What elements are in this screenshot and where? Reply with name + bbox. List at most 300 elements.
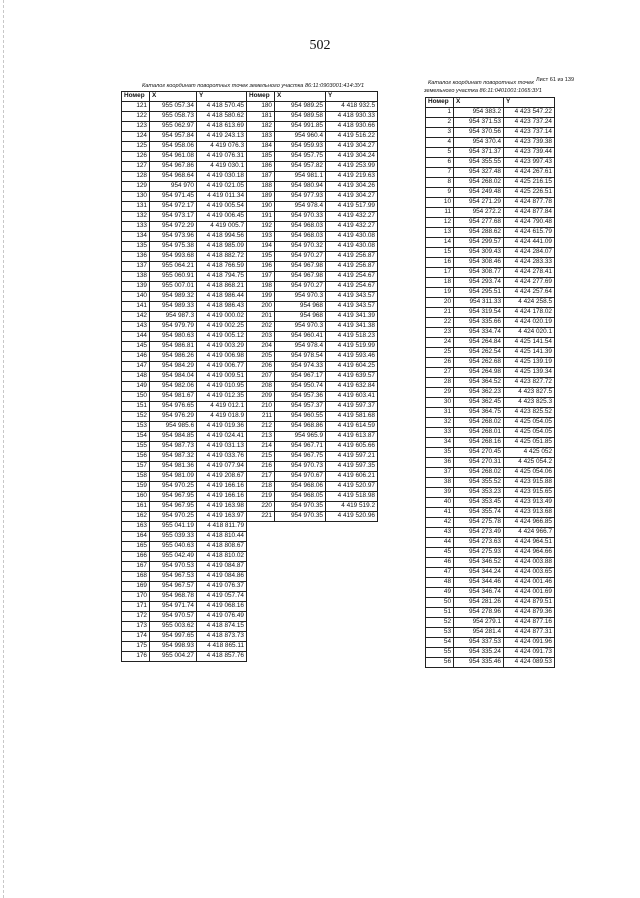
- x-coordinate: 954 989.32: [150, 292, 197, 302]
- x-coordinate: 954 982.06: [150, 382, 197, 392]
- y-coordinate: 4 423 825.52: [504, 408, 555, 418]
- x-coordinate: 954 976.29: [150, 412, 197, 422]
- table-row: [122, 612, 378, 622]
- x-coordinate: 954 989.33: [150, 302, 197, 312]
- y-coordinate: 4 424 257.64: [504, 288, 555, 298]
- y-coordinate: 4 419 243.13: [197, 132, 247, 142]
- y-coordinate: 4 419 166.16: [197, 492, 247, 502]
- table-row: [122, 402, 378, 412]
- x-coordinate: 954 960.55: [275, 412, 326, 422]
- x-coordinate: 954 967.98: [275, 272, 326, 282]
- point-number: 139: [122, 282, 150, 292]
- x-coordinate: 954 967.53: [150, 572, 197, 582]
- y-coordinate: 4 419 030.18: [197, 172, 247, 182]
- y-coordinate: 4 425 054.2: [504, 458, 555, 468]
- left-table-caption: Каталог координат поворотных точек земельного участка 86:11:0903001:414:ЗУ1: [142, 83, 365, 89]
- point-number: 12: [426, 218, 454, 228]
- table-row: [426, 448, 555, 458]
- x-coordinate: 954 295.51: [454, 288, 504, 298]
- x-coordinate: 954 960.41: [275, 332, 326, 342]
- empty-cell: [247, 522, 275, 532]
- y-coordinate: 4 419 517.99: [326, 202, 378, 212]
- table-row: [426, 158, 555, 168]
- x-coordinate: 954 268.02: [454, 418, 504, 428]
- x-coordinate: 954 968: [275, 302, 326, 312]
- empty-cell: [275, 602, 326, 612]
- table-row: [426, 268, 555, 278]
- empty-cell: [326, 542, 378, 552]
- y-coordinate: 4 419 518.98: [326, 492, 378, 502]
- empty-cell: [275, 542, 326, 552]
- point-number: 155: [122, 442, 150, 452]
- point-number: 129: [122, 182, 150, 192]
- x-coordinate: 954 967.95: [150, 502, 197, 512]
- x-coordinate: 954 275.93: [454, 548, 504, 558]
- x-coordinate: 954 309.43: [454, 248, 504, 258]
- empty-cell: [247, 612, 275, 622]
- point-number: 134: [122, 232, 150, 242]
- table-row: [122, 252, 378, 262]
- x-coordinate: 955 042.49: [150, 552, 197, 562]
- point-number: 152: [122, 412, 150, 422]
- table-row: [426, 628, 555, 638]
- y-coordinate: 4 419 254.67: [326, 272, 378, 282]
- table-row: [426, 328, 555, 338]
- point-number: 23: [426, 328, 454, 338]
- table-row: [426, 648, 555, 658]
- y-coordinate: 4 419 304.27: [326, 192, 378, 202]
- empty-cell: [247, 532, 275, 542]
- y-coordinate: 4 419 076.3: [197, 142, 247, 152]
- table-row: [426, 368, 555, 378]
- y-coordinate: 4 418 613.69: [197, 122, 247, 132]
- x-coordinate: 955 003.62: [150, 622, 197, 632]
- point-number: 188: [247, 182, 275, 192]
- table-row: [426, 398, 555, 408]
- y-coordinate: 4 423 737.14: [504, 128, 555, 138]
- y-coordinate: 4 423 997.43: [504, 158, 555, 168]
- point-number: 193: [247, 232, 275, 242]
- point-number: 161: [122, 502, 150, 512]
- y-coordinate: 4 419 019.36: [197, 422, 247, 432]
- empty-cell: [326, 562, 378, 572]
- table-row: [122, 212, 378, 222]
- y-coordinate: 4 424 283.33: [504, 258, 555, 268]
- y-coordinate: 4 425 216.15: [504, 178, 555, 188]
- point-number: 207: [247, 372, 275, 382]
- y-coordinate: 4 419 057.74: [197, 592, 247, 602]
- point-number: 6: [426, 158, 454, 168]
- table-row: [122, 442, 378, 452]
- point-number: 162: [122, 512, 150, 522]
- point-number: 140: [122, 292, 150, 302]
- y-coordinate: 4 419 343.57: [326, 292, 378, 302]
- x-coordinate: 954 967.86: [150, 162, 197, 172]
- point-number: 203: [247, 332, 275, 342]
- y-coordinate: 4 424 877.78: [504, 198, 555, 208]
- table-row: [122, 222, 378, 232]
- y-coordinate: 4 418 857.76: [197, 652, 247, 662]
- x-coordinate: 954 344.24: [454, 568, 504, 578]
- y-coordinate: 4 424 877.16: [504, 618, 555, 628]
- empty-cell: [326, 652, 378, 662]
- x-coordinate: 954 262.54: [454, 348, 504, 358]
- point-number: 45: [426, 548, 454, 558]
- empty-cell: [247, 602, 275, 612]
- x-coordinate: 954 308.46: [454, 258, 504, 268]
- table-row: [122, 562, 378, 572]
- table-row: [426, 138, 555, 148]
- x-coordinate: 954 371.37: [454, 148, 504, 158]
- empty-cell: [275, 632, 326, 642]
- y-coordinate: 4 419 012.1: [197, 402, 247, 412]
- y-coordinate: 4 419 581.68: [326, 412, 378, 422]
- x-coordinate: 954 370.4: [454, 138, 504, 148]
- y-coordinate: 4 423 913.49: [504, 498, 555, 508]
- y-coordinate: 4 419 005.54: [197, 202, 247, 212]
- table-row: [426, 638, 555, 648]
- table-row: [426, 408, 555, 418]
- point-number: 138: [122, 272, 150, 282]
- table-row: [122, 142, 378, 152]
- y-coordinate: 4 423 827.72: [504, 378, 555, 388]
- x-coordinate: 954 981.67: [150, 392, 197, 402]
- point-number: 168: [122, 572, 150, 582]
- x-coordinate: 955 039.33: [150, 532, 197, 542]
- y-coordinate: 4 419 256.87: [326, 262, 378, 272]
- col-header-y: Y: [197, 92, 247, 102]
- point-number: 49: [426, 588, 454, 598]
- y-coordinate: 4 419 254.67: [326, 282, 378, 292]
- x-coordinate: 954 984.04: [150, 372, 197, 382]
- y-coordinate: 4 419 000.02: [197, 312, 247, 322]
- y-coordinate: 4 424 790.48: [504, 218, 555, 228]
- point-number: 26: [426, 358, 454, 368]
- table-row: [122, 532, 378, 542]
- point-number: 10: [426, 198, 454, 208]
- x-coordinate: 954 970.67: [275, 472, 326, 482]
- y-coordinate: 4 425 139.34: [504, 368, 555, 378]
- point-number: 56: [426, 658, 454, 668]
- table-row: [122, 642, 378, 652]
- point-number: 166: [122, 552, 150, 562]
- y-coordinate: 4 419 163.98: [197, 502, 247, 512]
- y-coordinate: 4 425 139.19: [504, 358, 555, 368]
- y-coordinate: 4 418 810.44: [197, 532, 247, 542]
- x-coordinate: 954 997.65: [150, 632, 197, 642]
- table-row: [122, 122, 378, 132]
- y-coordinate: 4 418 865.11: [197, 642, 247, 652]
- point-number: 165: [122, 542, 150, 552]
- table-row: [426, 528, 555, 538]
- table-row: [122, 652, 378, 662]
- empty-cell: [275, 622, 326, 632]
- x-coordinate: 954 967.17: [275, 372, 326, 382]
- x-coordinate: 954 249.48: [454, 188, 504, 198]
- x-coordinate: 954 976.65: [150, 402, 197, 412]
- y-coordinate: 4 419 006.45: [197, 212, 247, 222]
- empty-cell: [247, 642, 275, 652]
- x-coordinate: 954 980.63: [150, 332, 197, 342]
- x-coordinate: 954 335.46: [454, 658, 504, 668]
- empty-cell: [275, 582, 326, 592]
- empty-cell: [247, 652, 275, 662]
- table-row: [426, 288, 555, 298]
- point-number: 54: [426, 638, 454, 648]
- x-coordinate: 955 057.34: [150, 102, 197, 112]
- x-coordinate: 954 281.26: [454, 598, 504, 608]
- x-coordinate: 954 967.75: [275, 452, 326, 462]
- y-coordinate: 4 419 253.99: [326, 162, 378, 172]
- point-number: 25: [426, 348, 454, 358]
- y-coordinate: 4 423 739.38: [504, 138, 555, 148]
- y-coordinate: 4 424 258.5: [504, 298, 555, 308]
- y-coordinate: 4 419 163.97: [197, 512, 247, 522]
- point-number: 187: [247, 172, 275, 182]
- point-number: 205: [247, 352, 275, 362]
- x-coordinate: 954 978.4: [275, 342, 326, 352]
- point-number: 202: [247, 322, 275, 332]
- x-coordinate: 954 970.57: [150, 612, 197, 622]
- x-coordinate: 954 970.73: [275, 462, 326, 472]
- point-number: 173: [122, 622, 150, 632]
- point-number: 21: [426, 308, 454, 318]
- x-coordinate: 954 967.95: [150, 492, 197, 502]
- empty-cell: [247, 572, 275, 582]
- point-number: 183: [247, 132, 275, 142]
- point-number: 51: [426, 608, 454, 618]
- table-row: [122, 472, 378, 482]
- y-coordinate: 4 419 606.21: [326, 472, 378, 482]
- y-coordinate: 4 419 519.99: [326, 342, 378, 352]
- table-row: [122, 392, 378, 402]
- x-coordinate: 954 278.96: [454, 608, 504, 618]
- y-coordinate: 4 419 597.35: [326, 462, 378, 472]
- point-number: 20: [426, 298, 454, 308]
- point-number: 192: [247, 222, 275, 232]
- x-coordinate: 954 364.75: [454, 408, 504, 418]
- table-row: [426, 618, 555, 628]
- table-row: [122, 452, 378, 462]
- x-coordinate: 954 262.68: [454, 358, 504, 368]
- y-coordinate: 4 419 030.1: [197, 162, 247, 172]
- point-number: 184: [247, 142, 275, 152]
- y-coordinate: 4 419 219.63: [326, 172, 378, 182]
- y-coordinate: 4 418 930.33: [326, 112, 378, 122]
- x-coordinate: 954 981.36: [150, 462, 197, 472]
- x-coordinate: 954 973.17: [150, 212, 197, 222]
- y-coordinate: 4 419 011.34: [197, 192, 247, 202]
- point-number: 182: [247, 122, 275, 132]
- table-row: [426, 278, 555, 288]
- y-coordinate: 4 419 005.12: [197, 332, 247, 342]
- x-coordinate: 954 268.02: [454, 468, 504, 478]
- x-coordinate: 954 371.53: [454, 118, 504, 128]
- table-row: [426, 548, 555, 558]
- empty-cell: [275, 532, 326, 542]
- y-coordinate: 4 418 766.59: [197, 262, 247, 272]
- point-number: 186: [247, 162, 275, 172]
- y-coordinate: 4 419 430.08: [326, 232, 378, 242]
- point-number: 219: [247, 492, 275, 502]
- y-coordinate: 4 419 076.37: [197, 582, 247, 592]
- point-number: 37: [426, 468, 454, 478]
- x-coordinate: 954 293.74: [454, 278, 504, 288]
- x-coordinate: 954 970: [150, 182, 197, 192]
- x-coordinate: 954 950.74: [275, 382, 326, 392]
- point-number: 171: [122, 602, 150, 612]
- point-number: 221: [247, 512, 275, 522]
- point-number: 151: [122, 402, 150, 412]
- point-number: 190: [247, 202, 275, 212]
- x-coordinate: 954 989.58: [275, 112, 326, 122]
- point-number: 142: [122, 312, 150, 322]
- y-coordinate: 4 419 084.86: [197, 572, 247, 582]
- point-number: 122: [122, 112, 150, 122]
- x-coordinate: 954 308.77: [454, 268, 504, 278]
- empty-cell: [275, 652, 326, 662]
- point-number: 7: [426, 168, 454, 178]
- y-coordinate: 4 425 051.85: [504, 438, 555, 448]
- y-coordinate: 4 424 964.66: [504, 548, 555, 558]
- empty-cell: [247, 632, 275, 642]
- x-coordinate: 954 344.46: [454, 578, 504, 588]
- point-number: 181: [247, 112, 275, 122]
- x-coordinate: 955 007.01: [150, 282, 197, 292]
- point-number: 174: [122, 632, 150, 642]
- point-number: 123: [122, 122, 150, 132]
- y-coordinate: 4 424 001.69: [504, 588, 555, 598]
- y-coordinate: 4 424 003.65: [504, 568, 555, 578]
- point-number: 36: [426, 458, 454, 468]
- table-row: [122, 242, 378, 252]
- y-coordinate: 4 419 003.29: [197, 342, 247, 352]
- point-number: 156: [122, 452, 150, 462]
- y-coordinate: 4 419 006.77: [197, 362, 247, 372]
- table-row: [426, 378, 555, 388]
- point-number: 211: [247, 412, 275, 422]
- y-coordinate: 4 424 278.41: [504, 268, 555, 278]
- y-coordinate: 4 425 054.05: [504, 428, 555, 438]
- table-row: [122, 132, 378, 142]
- x-coordinate: 954 991.85: [275, 122, 326, 132]
- table-row: [122, 312, 378, 322]
- table-row: [426, 148, 555, 158]
- table-row: [426, 508, 555, 518]
- empty-cell: [326, 532, 378, 542]
- y-coordinate: 4 419 006.98: [197, 352, 247, 362]
- empty-cell: [326, 642, 378, 652]
- y-coordinate: 4 423 915.65: [504, 488, 555, 498]
- empty-cell: [275, 572, 326, 582]
- table-row: [426, 248, 555, 258]
- point-number: 169: [122, 582, 150, 592]
- y-coordinate: 4 423 913.68: [504, 508, 555, 518]
- table-row: [426, 658, 555, 668]
- col-header-number: Номер: [122, 92, 150, 102]
- y-coordinate: 4 419 076.31: [197, 152, 247, 162]
- point-number: 15: [426, 248, 454, 258]
- point-number: 29: [426, 388, 454, 398]
- y-coordinate: 4 418 811.79: [197, 522, 247, 532]
- table-row: [122, 462, 378, 472]
- x-coordinate: 954 268.02: [454, 178, 504, 188]
- y-coordinate: 4 418 882.72: [197, 252, 247, 262]
- table-row: [122, 552, 378, 562]
- y-coordinate: 4 419 432.27: [326, 212, 378, 222]
- point-number: 17: [426, 268, 454, 278]
- x-coordinate: 954 272.2: [454, 208, 504, 218]
- table-row: [426, 318, 555, 328]
- x-coordinate: 954 971.74: [150, 602, 197, 612]
- x-coordinate: 954 968: [275, 312, 326, 322]
- y-coordinate: 4 424 020.19: [504, 318, 555, 328]
- x-coordinate: 954 264.98: [454, 368, 504, 378]
- point-number: 19: [426, 288, 454, 298]
- table-row: [426, 118, 555, 128]
- point-number: 191: [247, 212, 275, 222]
- x-coordinate: 954 335.66: [454, 318, 504, 328]
- y-coordinate: 4 418 985.09: [197, 242, 247, 252]
- table-row: [122, 422, 378, 432]
- point-number: 28: [426, 378, 454, 388]
- x-coordinate: 954 968.86: [275, 422, 326, 432]
- point-number: 24: [426, 338, 454, 348]
- y-coordinate: 4 424 441.09: [504, 238, 555, 248]
- empty-cell: [247, 542, 275, 552]
- y-coordinate: 4 423 827.5: [504, 388, 555, 398]
- right-table-caption-line1: Каталог координат поворотных точек: [428, 80, 534, 86]
- y-coordinate: 4 418 986.43: [197, 302, 247, 312]
- point-number: 163: [122, 522, 150, 532]
- page-number: 502: [309, 38, 331, 53]
- x-coordinate: 954 998.93: [150, 642, 197, 652]
- table-row: [426, 588, 555, 598]
- table-row: [426, 128, 555, 138]
- x-coordinate: 954 970.35: [275, 502, 326, 512]
- empty-cell: [275, 612, 326, 622]
- table-row: [426, 478, 555, 488]
- point-number: 2: [426, 118, 454, 128]
- point-number: 14: [426, 238, 454, 248]
- x-coordinate: 955 040.63: [150, 542, 197, 552]
- point-number: 170: [122, 592, 150, 602]
- x-coordinate: 954 975.38: [150, 242, 197, 252]
- point-number: 9: [426, 188, 454, 198]
- y-coordinate: 4 424 091.73: [504, 648, 555, 658]
- x-coordinate: 954 355.74: [454, 508, 504, 518]
- y-coordinate: 4 418 932.5: [326, 102, 378, 112]
- y-coordinate: 4 418 570.45: [197, 102, 247, 112]
- table-row: [122, 372, 378, 382]
- y-coordinate: 4 424 178.02: [504, 308, 555, 318]
- point-number: 201: [247, 312, 275, 322]
- table-row: [122, 582, 378, 592]
- table-row: [426, 418, 555, 428]
- point-number: 133: [122, 222, 150, 232]
- point-number: 210: [247, 402, 275, 412]
- empty-cell: [326, 592, 378, 602]
- table-row: [426, 238, 555, 248]
- x-coordinate: 954 970.25: [150, 512, 197, 522]
- x-coordinate: 954 957.82: [275, 162, 326, 172]
- point-number: 55: [426, 648, 454, 658]
- table-row: [122, 592, 378, 602]
- point-number: 13: [426, 228, 454, 238]
- point-number: 132: [122, 212, 150, 222]
- table-row: [426, 208, 555, 218]
- table-row: [426, 608, 555, 618]
